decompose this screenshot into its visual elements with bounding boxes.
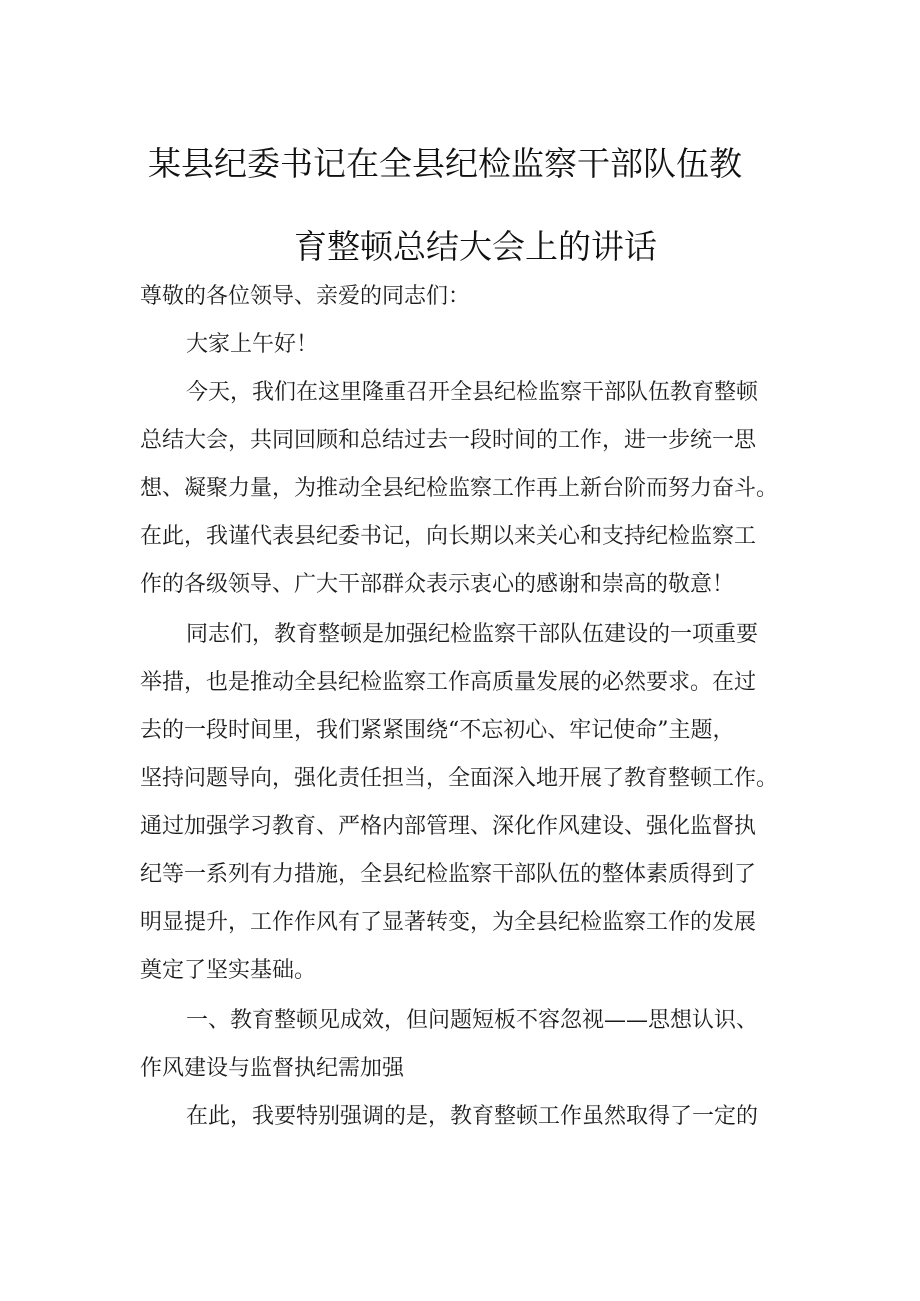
paragraph-3-line-1: 在此，我要特别强调的是，教育整顿工作虽然取得了一定的 bbox=[186, 1104, 759, 1129]
document-title-line-1: 某县纪委书记在全县纪检监察干部队伍教 bbox=[148, 144, 742, 183]
paragraph-1-line-4: 在此，我谨代表县纪委书记，向长期以来关心和支持纪检监察工 bbox=[140, 524, 757, 549]
document-title-line-2: 育整顿总结大会上的讲话 bbox=[294, 227, 657, 266]
paragraph-2-line-5: 通过加强学习教育、严格内部管理、深化作风建设、强化监督执 bbox=[140, 814, 757, 839]
section-heading-line-2: 作风建设与监督执纪需加强 bbox=[140, 1056, 405, 1081]
paragraph-2-line-4: 坚持问题导向，强化责任担当，全面深入地开展了教育整顿工作。 bbox=[140, 766, 779, 791]
salutation: 尊敬的各位领导、亲爱的同志们： bbox=[140, 284, 471, 309]
paragraph-2-line-6: 纪等一系列有力措施，全县纪检监察干部队伍的整体素质得到了 bbox=[140, 862, 757, 887]
paragraph-2-line-2: 举措，也是推动全县纪检监察工作高质量发展的必然要求。在过 bbox=[140, 670, 757, 695]
paragraph-1-line-2: 总结大会，共同回顾和总结过去一段时间的工作，进一步统一思 bbox=[140, 428, 757, 453]
paragraph-2-line-1: 同志们，教育整顿是加强纪检监察干部队伍建设的一项重要 bbox=[186, 622, 759, 647]
section-heading-line-1: 一、教育整顿见成效，但问题短板不容忽视——思想认识、 bbox=[186, 1008, 759, 1033]
paragraph-1-line-3: 想、凝聚力量，为推动全县纪检监察工作再上新台阶而努力奋斗。 bbox=[140, 476, 779, 501]
greeting: 大家上午好！ bbox=[186, 332, 319, 357]
paragraph-2-line-8: 奠定了坚实基础。 bbox=[140, 958, 317, 983]
paragraph-1-line-5: 作的各级领导、广大干部群众表示衷心的感谢和崇高的敬意！ bbox=[140, 572, 735, 597]
paragraph-2-line-7: 明显提升，工作作风有了显著转变，为全县纪检监察工作的发展 bbox=[140, 910, 757, 935]
paragraph-1-line-1: 今天，我们在这里隆重召开全县纪检监察干部队伍教育整顿 bbox=[186, 380, 759, 405]
paragraph-2-line-3: 去的一段时间里，我们紧紧围绕“不忘初心、牢记使命”主题， bbox=[140, 718, 735, 743]
